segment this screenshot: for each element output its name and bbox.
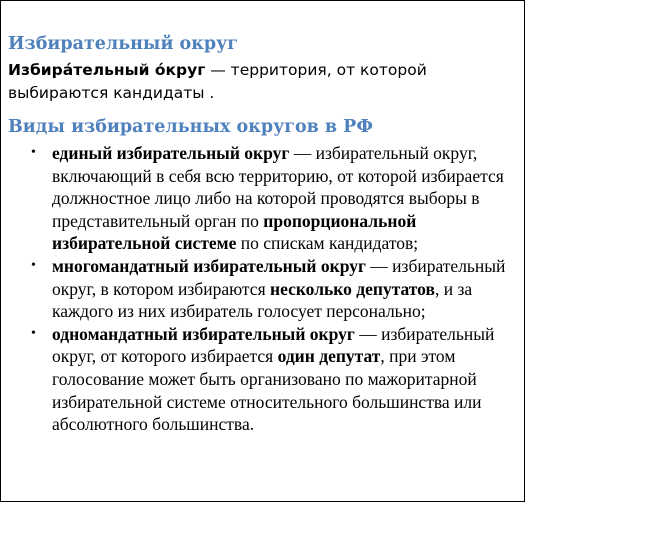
list-item-multi-mandate [1,255,526,323]
heading-electoral-district: Избирательный округ [8,34,239,54]
item-term: единый избирательный округ [52,143,290,163]
bullet-icon: • [31,325,36,341]
definition-text: — территория, от которой выбираются кандидаты . [8,61,427,102]
item-bold: пропорциональной избирательной системе [52,210,417,254]
heading-district-types: Виды избирательных округов в РФ [8,117,373,137]
item-text: — избирательный округ, включающий в себя всю территорию, от которой избирается должностное лицо либо на которой проводятся выборы в представительный орган по [52,143,504,231]
item-text: , и за каждого из них избиратель голосует персонально; [52,278,473,322]
list-item-single-mandate [1,323,526,436]
item-text: , при этом голосование может быть организовано по мажоритарной избирательной системе относительного большинства или абсолютного большинства. [52,346,482,435]
item-term: многомандатный избирательный округ [52,255,366,276]
bullet-icon: • [31,257,36,273]
item-term: одномандатный избирательный округ [52,323,355,344]
district-types-list [1,142,526,436]
bullet-icon: • [31,145,36,160]
item-text: — избирательный округ, от которого избирается [52,323,495,367]
item-bold: один депутат [277,346,381,367]
definition-paragraph [8,59,448,105]
item-bold: несколько депутатов [270,278,435,299]
item-text: по спискам кандидатов; [236,233,419,254]
list-item-single-district [1,142,526,255]
definition-term: Избира́тельный о́круг [8,61,206,79]
item-text: — избирательный округ, в котором избираются [52,255,506,299]
